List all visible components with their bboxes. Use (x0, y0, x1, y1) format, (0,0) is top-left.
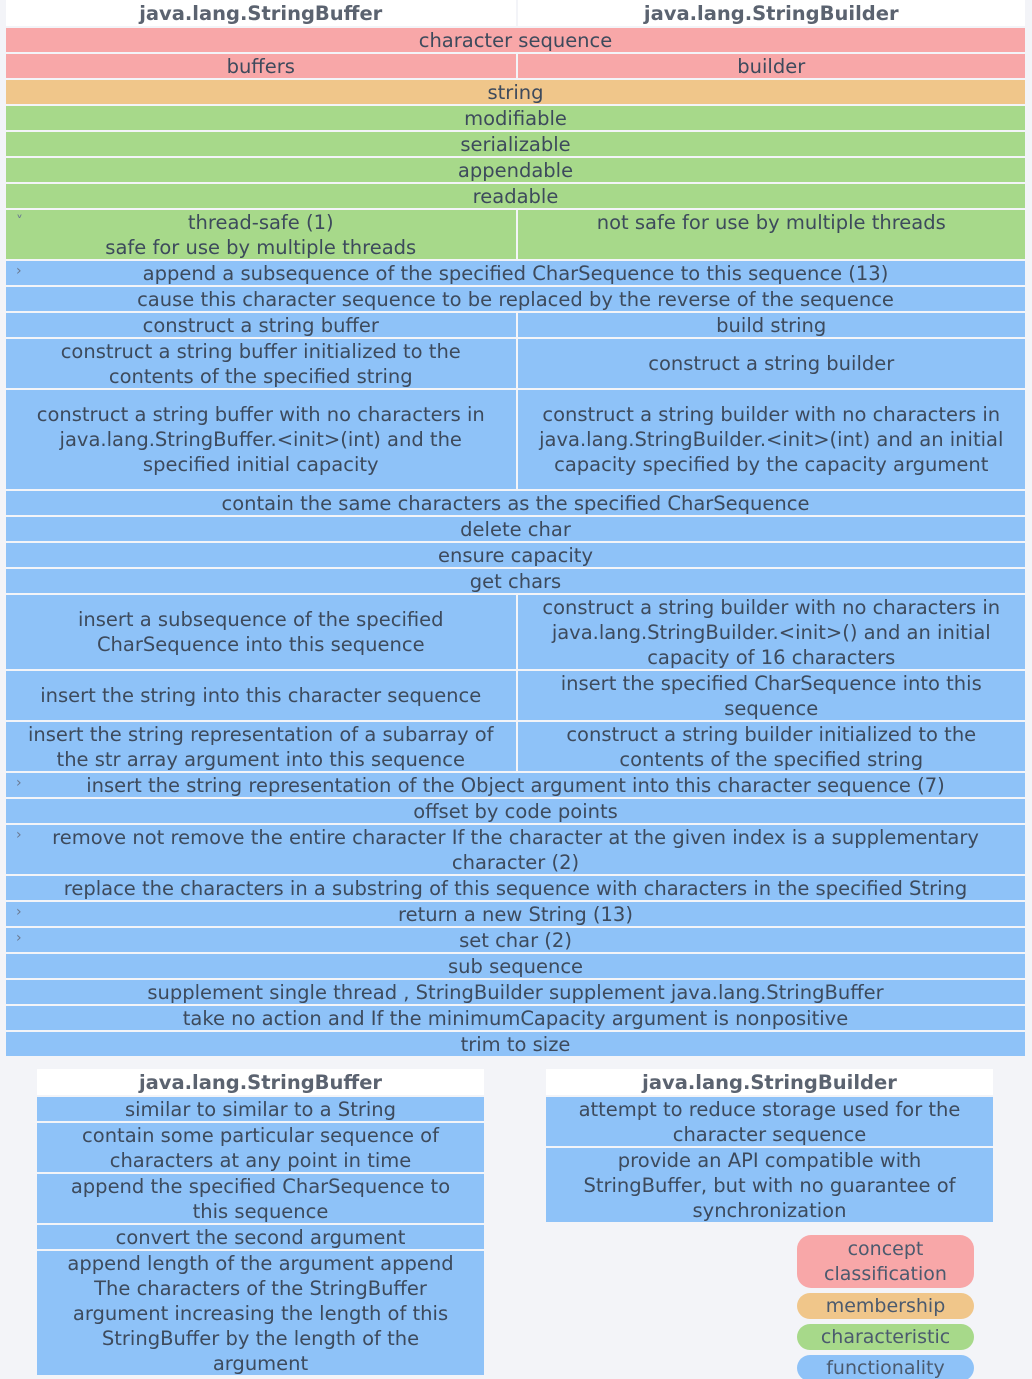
table-cell-shared: trim to size (6, 1032, 1025, 1056)
table-row (6, 543, 1025, 569)
stringbuffer-only-item: contain some particular sequence of characters at any point in time (37, 1123, 484, 1172)
legend (797, 1235, 974, 1379)
table-row (6, 517, 1025, 543)
table-cell-shared: offset by code points (6, 799, 1025, 823)
stringbuffer-only-item: append the specified CharSequence to this sequence (37, 1174, 484, 1223)
table-cell-shared: delete char (6, 517, 1025, 541)
legend-item-concept: concept classification (797, 1235, 974, 1288)
table-cell-shared: replace the characters in a substring of this sequence with characters in the specified String (6, 876, 1025, 900)
table-cell-stringbuffer: insert the string into this character sequence (6, 671, 516, 720)
table-cell-stringbuffer: insert a subsequence of the specified CharSequence into this sequence (6, 595, 516, 669)
table-cell-shared: ensure capacity (6, 543, 1025, 567)
table-cell-stringbuffer: construct a string buffer (6, 313, 516, 337)
stringbuilder-only-title: java.lang.StringBuilder (642, 1070, 897, 1094)
list-item (37, 1251, 484, 1377)
table-cell-stringbuilder: construct a string builder (516, 339, 1026, 388)
chevron-right-icon[interactable]: › (16, 827, 22, 843)
table-cell-stringbuilder: not safe for use by multiple threads (516, 210, 1026, 259)
chevron-right-icon[interactable]: › (16, 775, 22, 791)
table-cell-stringbuilder: build string (516, 313, 1026, 337)
table-row (6, 210, 1025, 261)
stringbuilder-only-header (546, 1069, 993, 1097)
table-row (6, 390, 1025, 491)
table-row (6, 876, 1025, 902)
table-row (6, 261, 1025, 287)
table-body (6, 28, 1025, 1058)
stringbuilder-only-item: provide an API compatible with StringBuffer, but with no guarantee of synchronization (546, 1148, 993, 1222)
table-cell-shared: readable (6, 184, 1025, 208)
stringbuffer-only-table (37, 1069, 484, 1377)
table-cell-shared: appendable (6, 158, 1025, 182)
table-cell-stringbuilder: builder (516, 54, 1026, 78)
table-cell-shared: append a subsequence of the specified CharSequence to this sequence (13) (6, 261, 1025, 285)
table-row (6, 1032, 1025, 1058)
legend-item-func: functionality (797, 1355, 974, 1379)
table-row (6, 773, 1025, 799)
table-row (6, 671, 1025, 722)
stringbuilder-only-item: attempt to reduce storage used for the character sequence (546, 1097, 993, 1146)
list-item (546, 1148, 993, 1224)
table-cell-shared: supplement single thread , StringBuilder supplement java.lang.StringBuffer (6, 980, 1025, 1004)
table-row (6, 722, 1025, 773)
comparison-table (6, 0, 1025, 1058)
table-row (6, 80, 1025, 106)
table-row (6, 132, 1025, 158)
chevron-right-icon[interactable]: › (16, 904, 22, 920)
table-cell-stringbuffer: thread-safe (1) safe for use by multiple threads (6, 210, 516, 259)
list-item (546, 1097, 993, 1148)
table-cell-stringbuffer: construct a string buffer with no characters in java.lang.StringBuffer.<init>(int) and the specified initial capacity (6, 390, 516, 489)
table-cell-shared: remove not remove the entire character If the character at the given index is a supplementary character (2) (6, 825, 1025, 874)
table-cell-shared: contain the same characters as the specified CharSequence (6, 491, 1025, 515)
table-cell-shared: serializable (6, 132, 1025, 156)
table-row (6, 184, 1025, 210)
list-item (37, 1097, 484, 1123)
table-row (6, 928, 1025, 954)
table-cell-stringbuilder: construct a string builder initialized to the contents of the specified string (516, 722, 1026, 771)
stringbuffer-only-header (37, 1069, 484, 1097)
stringbuilder-only-table (546, 1069, 993, 1224)
chevron-right-icon[interactable]: › (16, 263, 22, 279)
table-cell-stringbuffer: insert the string representation of a subarray of the str array argument into this sequence (6, 722, 516, 771)
table-row (6, 287, 1025, 313)
list-item (37, 1225, 484, 1251)
stringbuffer-only-item: convert the second argument (37, 1225, 484, 1249)
table-cell-shared: character sequence (6, 28, 1025, 52)
column-header-stringbuffer: java.lang.StringBuffer (139, 1, 383, 25)
table-row (6, 954, 1025, 980)
table-row (6, 158, 1025, 184)
table-cell-shared: return a new String (13) (6, 902, 1025, 926)
table-cell-stringbuffer: construct a string buffer initialized to the contents of the specified string (6, 339, 516, 388)
table-cell-stringbuilder: construct a string builder with no characters in java.lang.StringBuilder.<init>() and an initial capacity of 16 characters (516, 595, 1026, 669)
table-cell-shared: set char (2) (6, 928, 1025, 952)
column-header-stringbuilder: java.lang.StringBuilder (516, 0, 1026, 26)
chevron-right-icon[interactable]: › (16, 930, 22, 946)
stringbuilder-only-list (546, 1097, 993, 1224)
table-cell-shared: cause this character sequence to be replaced by the reverse of the sequence (6, 287, 1025, 311)
list-item (37, 1123, 484, 1174)
chevron-down-icon[interactable]: ˅ (16, 214, 23, 230)
table-row (6, 799, 1025, 825)
table-row (6, 54, 1025, 80)
table-cell-stringbuilder: construct a string builder with no characters in java.lang.StringBuilder.<init>(int) and an initial capacity specified by the capacity argument (516, 390, 1026, 489)
table-cell-shared: insert the string representation of the Object argument into this character sequence (7) (6, 773, 1025, 797)
table-row (6, 595, 1025, 671)
legend-item-member: membership (797, 1293, 974, 1319)
list-item (37, 1174, 484, 1225)
table-cell-shared: get chars (6, 569, 1025, 593)
table-cell-shared: take no action and If the minimumCapacity argument is nonpositive (6, 1006, 1025, 1030)
table-cell-shared: sub sequence (6, 954, 1025, 978)
table-row (6, 491, 1025, 517)
table-cell-stringbuffer: buffers (6, 54, 516, 78)
table-cell-stringbuilder: insert the specified CharSequence into this sequence (516, 671, 1026, 720)
table-header (6, 0, 1025, 28)
table-row (6, 1006, 1025, 1032)
table-row (6, 28, 1025, 54)
table-row (6, 980, 1025, 1006)
stringbuffer-only-item: similar to similar to a String (37, 1097, 484, 1121)
table-row (6, 825, 1025, 876)
legend-item-charac: characteristic (797, 1324, 974, 1350)
table-row (6, 106, 1025, 132)
table-cell-shared: string (6, 80, 1025, 104)
stringbuffer-only-list (37, 1097, 484, 1377)
table-cell-shared: modifiable (6, 106, 1025, 130)
stringbuffer-only-title: java.lang.StringBuffer (138, 1070, 383, 1094)
stringbuffer-only-item: append length of the argument append The characters of the StringBuffer argument increasing the length of this StringBuffer by the length of the argument (37, 1251, 484, 1375)
table-row (6, 313, 1025, 339)
table-row (6, 569, 1025, 595)
table-row (6, 902, 1025, 928)
table-row (6, 339, 1025, 390)
